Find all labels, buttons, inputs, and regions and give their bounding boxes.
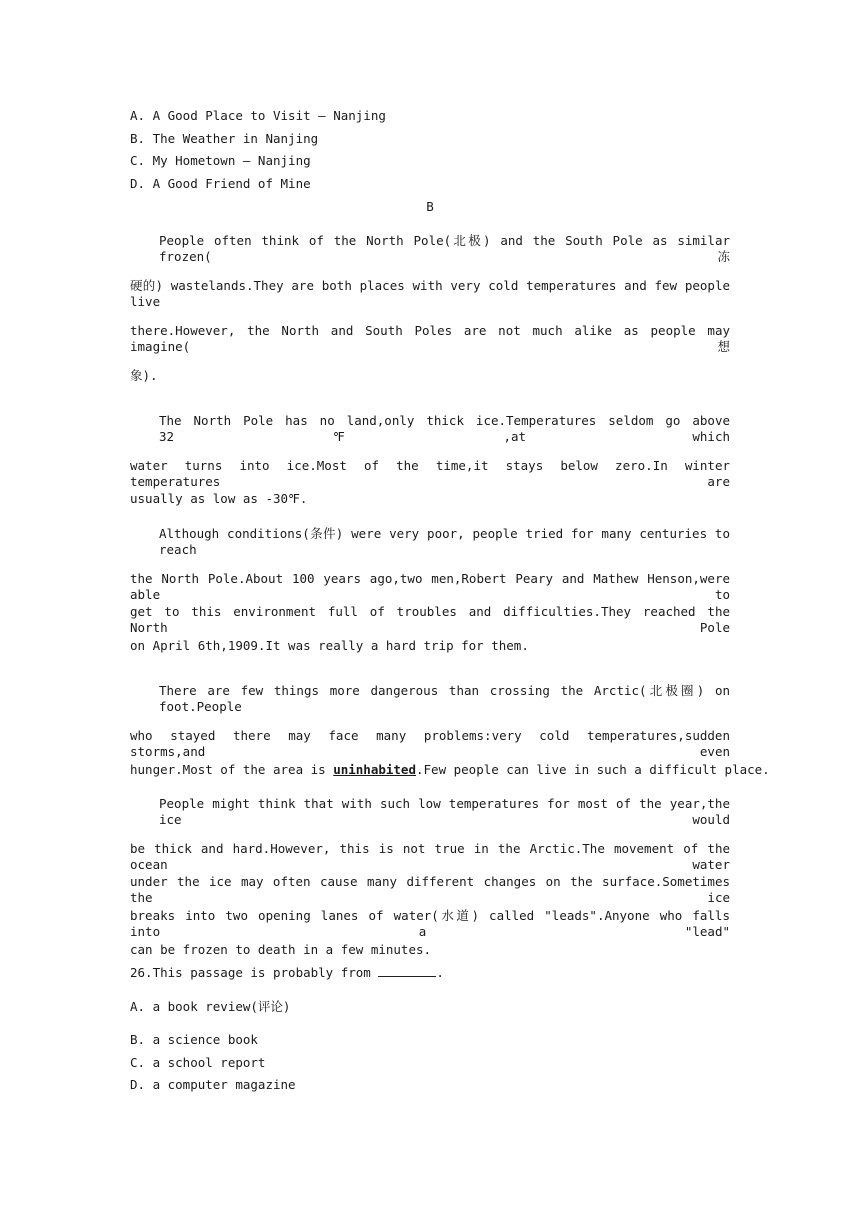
question-option-b: B. a science book bbox=[130, 1032, 258, 1047]
passage-p4-line3-end: .Few people can live in such a difficult place. bbox=[416, 762, 770, 777]
passage-p5-line1: People might think that with such low temperatures for most of the year,the ice would bbox=[159, 796, 730, 827]
question-stem-text: 26.This passage is probably from bbox=[130, 965, 379, 980]
passage-p3-line4: on April 6th,1909.It was really a hard trip for them. bbox=[130, 638, 529, 653]
question-stem-end: . bbox=[436, 965, 444, 980]
passage-p2-line1: The North Pole has no land,only thick ice.Temperatures seldom go above 32℉,at which bbox=[159, 413, 730, 444]
passage-p1-line2: 硬的) wastelands.They are both places with very cold temperatures and few people live bbox=[130, 278, 730, 309]
passage-p1-line3: there.However, the North and South Poles are not much alike as people may imagine(想 bbox=[130, 323, 730, 354]
question-option-d: D. a computer magazine bbox=[130, 1077, 296, 1092]
prev-option-c: C. My Hometown — Nanjing bbox=[130, 153, 311, 168]
passage-p3-line3: get to this environment full of troubles and difficulties.They reached the North Pole bbox=[130, 604, 730, 635]
passage-p5-line5: can be frozen to death in a few minutes. bbox=[130, 942, 432, 957]
passage-p3-line1: Although conditions(条件) were very poor, people tried for many centuries to reach bbox=[159, 526, 730, 557]
passage-p4-line1: There are few things more dangerous than crossing the Arctic(北极圈) on foot.People bbox=[159, 683, 730, 714]
passage-p5-line2: be thick and hard.However, this is not true in the Arctic.The movement of the ocean water bbox=[130, 841, 730, 872]
prev-option-b: B. The Weather in Nanjing bbox=[130, 131, 319, 146]
passage-p1-line4: 象). bbox=[130, 368, 158, 383]
passage-p1-line1: People often think of the North Pole(北极) and the South Pole as similar frozen(冻 bbox=[159, 233, 730, 264]
passage-p4-line3-start: hunger.Most of the area is bbox=[130, 762, 334, 777]
question-stem bbox=[130, 965, 444, 981]
question-option-a: A. a book review(评论) bbox=[130, 999, 291, 1014]
question-option-c: C. a school report bbox=[130, 1055, 266, 1070]
passage-p2-line3: usually as low as -30℉. bbox=[130, 491, 308, 506]
passage-p4-line2: who stayed there may face many problems:very cold temperatures,sudden storms,and even bbox=[130, 728, 730, 759]
section-label: B bbox=[426, 199, 434, 214]
passage-p4-line3 bbox=[130, 762, 770, 778]
passage-p2-line2: water turns into ice.Most of the time,it stays below zero.In winter temperatures are bbox=[130, 458, 730, 489]
answer-blank bbox=[378, 965, 436, 977]
prev-option-a: A. A Good Place to Visit — Nanjing bbox=[130, 108, 386, 123]
prev-option-d: D. A Good Friend of Mine bbox=[130, 176, 311, 191]
underlined-word: uninhabited bbox=[333, 762, 416, 777]
passage-p3-line2: the North Pole.About 100 years ago,two men,Robert Peary and Mathew Henson,were able to bbox=[130, 571, 730, 602]
passage-p5-line3: under the ice may often cause many different changes on the surface.Sometimes the ice bbox=[130, 874, 730, 905]
passage-p5-line4: breaks into two opening lanes of water(水道) called "leads".Anyone who falls into a "lead" bbox=[130, 908, 730, 939]
